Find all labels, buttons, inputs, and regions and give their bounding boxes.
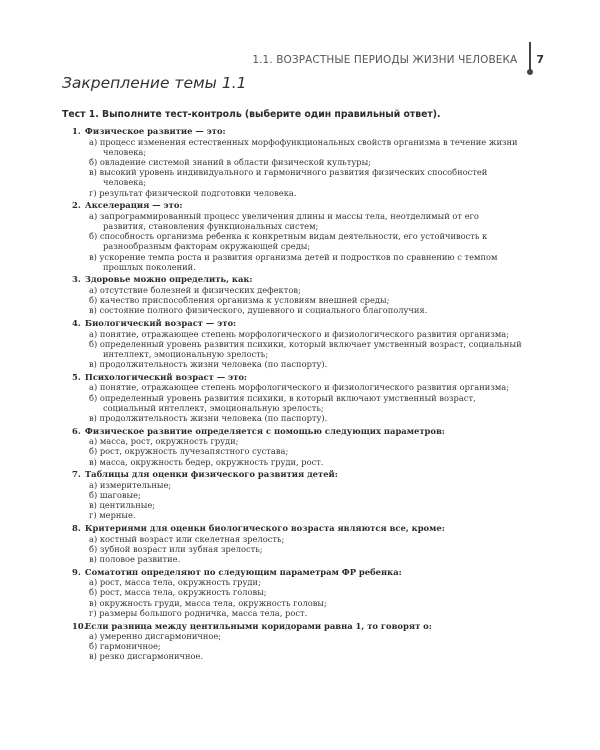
question-item [72, 372, 522, 423]
answer-option: б) рост, масса тела, окружность головы; [89, 587, 267, 598]
answer-option: г) результат физической подготовки человека. [89, 187, 297, 198]
answer-option: б) рост, окружность лучезапястного сустава; [89, 446, 289, 457]
question-text [72, 567, 522, 578]
answer-option: а) понятие, отражающее степень морфологического и физиологического развития организма; [89, 382, 510, 393]
question-text [72, 274, 522, 285]
question-label: Здоровье можно определить, как: [84, 274, 253, 285]
answer-options [72, 577, 522, 618]
answer-option: а) понятие, отражающее степень морфологического и физиологического развития организма; [89, 328, 510, 339]
answer-options [72, 480, 522, 521]
answer-option: г) размеры большого родничка, масса тела, рост. [89, 607, 308, 618]
answer-option: а) масса, рост, окружность груди; [89, 436, 239, 447]
answer-options [72, 534, 522, 565]
answer-options [72, 436, 522, 467]
question-text [72, 426, 522, 437]
answer-option: в) окружность груди, масса тела, окружность головы; [89, 597, 327, 608]
question-item [72, 274, 522, 315]
answer-options [72, 285, 522, 316]
answer-option: в) продолжительность жизни человека (по паспорту). [89, 412, 328, 423]
question-item [72, 200, 522, 272]
answer-option: б) шаговые; [89, 489, 141, 500]
answer-options [72, 211, 522, 272]
running-header-title: 1.1. ВОЗРАСТНЫЕ ПЕРИОДЫ ЖИЗНИ ЧЕЛОВЕКА [252, 54, 518, 66]
answer-options [72, 137, 522, 198]
answer-option: а) умеренно дисгармоничное; [89, 631, 222, 642]
running-header [252, 44, 544, 72]
question-label: Психологический возраст — это: [84, 371, 247, 382]
question-label: Физическое развитие — это: [84, 126, 226, 136]
section-title: Закрепление темы 1.1 [62, 74, 247, 92]
question-number: 3. [72, 274, 81, 285]
answer-option: в) состояние полного физического, душевного и социального благополучия. [89, 305, 428, 316]
answer-option: в) высокий уровень индивидуального и гармоничного развития физических способностей человека; [89, 167, 488, 188]
answer-option: а) измерительные; [89, 479, 172, 490]
question-number: 9. [72, 566, 81, 577]
question-item [72, 567, 522, 618]
question-number: 5. [72, 371, 81, 382]
answer-option: б) определенный уровень развития психики, который включает умственный возраст, социальный интеллект, эмоциональную зрелость; [89, 338, 522, 359]
question-label: Физическое развитие определяется с помощью следующих параметров: [84, 425, 445, 436]
question-text [72, 523, 522, 534]
question-label: Соматотип определяют по следующим параметрам ФР ребенка: [84, 566, 402, 577]
question-item [72, 621, 522, 662]
question-number: 10. [72, 620, 87, 631]
question-label: Таблицы для оценки физического развития детей: [84, 469, 338, 480]
question-item [72, 126, 522, 198]
answer-options [72, 382, 522, 423]
answer-option: в) масса, окружность бедер, окружность груди, рост. [89, 456, 324, 467]
answer-option: а) костный возраст или скелетная зрелость; [89, 533, 285, 544]
header-divider [529, 42, 531, 72]
answer-options [72, 631, 522, 662]
question-label: Биологический возраст — это: [84, 318, 237, 329]
question-item [72, 426, 522, 467]
question-number: 1. [72, 126, 81, 136]
question-label: Акселерация — это: [84, 200, 183, 211]
answer-option: б) качество приспособления организма к условиям внешней среды; [89, 295, 390, 306]
answer-option: в) половое развитие. [89, 554, 181, 564]
answer-option: в) центильные; [89, 500, 156, 511]
answer-option: б) гармоничное; [89, 641, 161, 652]
question-text [72, 372, 522, 383]
answer-option: б) зубной возраст или зубная зрелость; [89, 543, 263, 554]
answer-option: г) мерные. [89, 510, 136, 521]
question-number: 6. [72, 425, 81, 436]
answer-option: а) рост, масса тела, окружность груди; [89, 577, 261, 588]
answer-option: б) способность организма ребенка к конкретным видам деятельности, его устойчивость к разнообразным факторам окружающей среды; [89, 231, 488, 252]
answer-option: в) продолжительность жизни человека (по паспорту). [89, 359, 328, 370]
question-item [72, 469, 522, 520]
answer-option: а) запрограммированный процесс увеличения длины и массы тела, неотделимый от его развития, становления функциональных систем; [89, 210, 479, 231]
answer-option: в) ускорение темпа роста и развития организма детей и подростков по сравнению с темпом прошлых поколений. [89, 251, 498, 272]
question-label: Критериями для оценки биологического возраста являются все, кроме: [84, 523, 445, 534]
answer-option: б) овладение системой знаний в области физической культуры; [89, 156, 371, 167]
question-number: 4. [72, 318, 81, 329]
question-list [72, 126, 522, 664]
answer-option: б) определенный уровень развития психики, в который включают умственный возраст, социальный интеллект, эмоциональную зрелость; [89, 392, 476, 413]
question-item [72, 318, 522, 369]
question-text [72, 126, 522, 137]
answer-option: а) процесс изменения естественных морфофункциональных свойств организма в течение жизни человека; [89, 136, 518, 157]
answer-option: а) отсутствие болезней и физических дефектов; [89, 284, 301, 295]
question-text [72, 621, 522, 632]
question-label: Если разница между центильными коридорами равна 1, то говорят о: [84, 620, 432, 631]
question-text [72, 200, 522, 211]
question-text [72, 469, 522, 480]
page-number: 7 [536, 53, 544, 66]
question-text [72, 318, 522, 329]
answer-options [72, 329, 522, 370]
question-number: 8. [72, 523, 81, 534]
question-item [72, 523, 522, 564]
answer-option: в) резко дисгармоничное. [89, 651, 204, 662]
question-number: 2. [72, 200, 81, 211]
test-title: Тест 1. Выполните тест-контроль (выберите один правильный ответ). [62, 109, 441, 120]
question-number: 7. [72, 469, 81, 480]
